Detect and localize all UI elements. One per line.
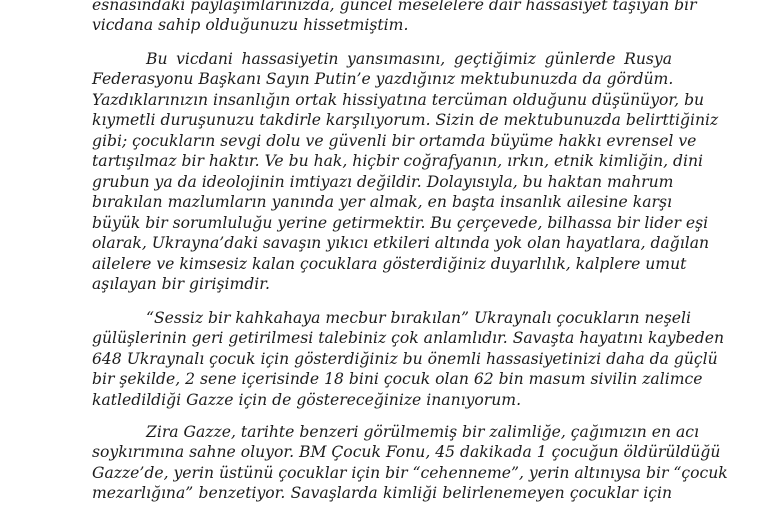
text-line: “Sessiz bir kahkahaya mecbur bırakılan” Ukraynalı çocukların neşeli [146,309,691,327]
text-line: gibi; çocukların sevgi dolu ve güvenli bir ortamda büyüme hakkı evrensel ve [92,132,697,150]
text-line: ailelere ve kimsesiz kalan çocuklara gösterdiğiniz duyarlılık, kalplere umut [92,255,687,273]
text-line: vicdana sahip olduğunuzu hissetmiştim. [92,16,409,34]
text-line: Zira Gazze, tarihte benzeri görülmemiş bir zalimliğe, çağımızın en acı [146,423,700,441]
text-line: tartışılmaz bir haktır. Ve bu hak, hiçbir coğrafyanın, ırkın, etnik kimliğin, dini [92,152,704,170]
text-line: esnasındaki paylaşımlarınızda, güncel meselelere dair hassasiyet taşıyan bir [92,0,697,14]
text-line: Federasyonu Başkanı Sayın Putin’e yazdığınız mektubunuzda da gördüm. [92,70,674,88]
text-line: soykırımına sahne oluyor. BM Çocuk Fonu, 45 dakikada 1 çocuğun öldürüldüğü [92,443,721,461]
text-line: aşılayan bir girişimdir. [92,275,270,293]
text-line: grubun ya da ideolojinin imtiyazı değildir. Dolayısıyla, bu haktan mahrum [92,173,674,191]
text-line: katledildiği Gazze için de göstereceğinize inanıyorum. [92,391,522,409]
text-line: Gazze’de, yerin üstünü çocuklar için bir “cehenneme”, yerin altınıysa bir “çocuk [92,464,728,482]
text-line: 648 Ukraynalı çocuk için gösterdiğiniz bu önemli hassasiyetinizi daha da güçlü [92,350,718,368]
text-line: olarak, Ukrayna’daki savaşın yıkıcı etkileri altında yok olan hayatlara, dağılan [92,234,710,252]
text-line: Bu vicdani hassasiyetin yansımasını, geçtiğimiz günlerde Rusya [146,50,672,68]
text-line: büyük bir sorumluluğu yerine getirmektir. Bu çerçevede, bilhassa bir lider eşi [92,214,709,232]
text-line: bırakılan mazlumların yanında yer almak, en başta insanlık ailesine karşı [92,193,672,211]
text-line: mezarlığına” benzetiyor. Savaşlarda kimliği belirlenemeyen çocuklar için [92,484,672,502]
text-line: gülüşlerinin geri getirilmesi talebiniz çok anlamlıdır. Savaşta hayatını kaybeden [92,329,725,347]
text-line: bir şekilde, 2 sene içerisinde 18 bini çocuk olan 62 bin masum sivilin zalimce [92,370,703,388]
text-line: Yazdıklarınızın insanlığın ortak hissiyatına tercüman olduğunu düşünüyor, bu [92,91,705,109]
text-line: kıymetli duruşunuzu takdirle karşılıyorum. Sizin de mektubunuzda belirttiğiniz [92,111,719,129]
